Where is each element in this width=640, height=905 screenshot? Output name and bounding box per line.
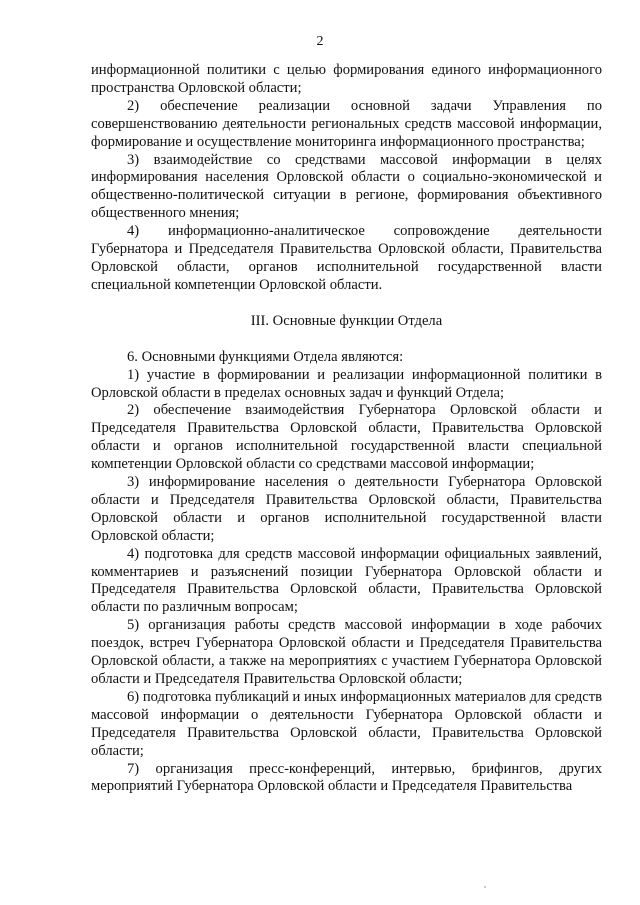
paragraph-task-2: 2) обеспечение реализации основной задачи Управления по совершенствованию деятельности региональных средств массовой информации, формирование и осуществление мониторинга информационного пространства; <box>91 97 602 150</box>
paragraph-functions-intro: 6. Основными функциями Отдела являются: <box>127 348 404 365</box>
section-heading: III. Основные функции Отдела <box>250 312 443 329</box>
paragraph-function-5: 5) организация работы средств массовой информации в ходе рабочих поездок, встреч Губернатора Орловской области и Председателя Правительства Орловской области, а также на мероприятиях с участием Губернатора Орловской области и Председателя Правительства Орловской области; <box>91 617 602 687</box>
document-body <box>91 62 602 796</box>
paragraph-function-2: 2) обеспечение взаимодействия Губернатора Орловской области и Председателя Правительства Орловской области, Правительства Орловской области и органов исполнительной государственной власти специальной компетенции Орловской области со средствами массовой информации; <box>91 402 602 473</box>
scan-artifact <box>484 886 486 888</box>
paragraph-function-4: 4) подготовка для средств массовой информации официальных заявлений, комментариев и разъяснений позиции Губернатора Орловской области и Председателя Правительства Орловской области, Правительства Орловской области по различным вопросам; <box>91 545 602 616</box>
paragraph-continuation: информационной политики с целью формирования единого информационного пространства Орловской области; <box>91 62 602 96</box>
page-number: 2 <box>316 34 324 49</box>
paragraph-task-3: 3) взаимодействие со средствами массовой информации в целях информирования населения Орловской области о социально-экономической и общественно-политической ситуации в регионе, формирования объективного общественного мнения; <box>91 151 602 222</box>
paragraph-function-3: 3) информирование населения о деятельности Губернатора Орловской области и Председателя Правительства Орловской области, Правительства Орловской области и органов исполнительной государственной власти Орловской области; <box>91 474 602 544</box>
paragraph-function-6: 6) подготовка публикаций и иных информационных материалов для средств массовой информации о деятельности Губернатора Орловской области и Председателя Правительства Орловской области, Правительства Орловской области; <box>91 688 602 759</box>
paragraph-function-7: 7) организация пресс-конференций, интервью, брифингов, других мероприятий Губернатора Орловской области и Председателя Правительства <box>91 760 602 795</box>
paragraph-function-1: 1) участие в формировании и реализации информационной политики в Орловской области в пределах основных задач и функций Отдела; <box>91 366 602 401</box>
paragraph-task-4: 4) информационно-аналитическое сопровождение деятельности Губернатора и Председателя Правительства Орловской области, Правительства Орловской области, органов исполнительной государственной власти специальной компетенции Орловской области. <box>91 223 602 293</box>
